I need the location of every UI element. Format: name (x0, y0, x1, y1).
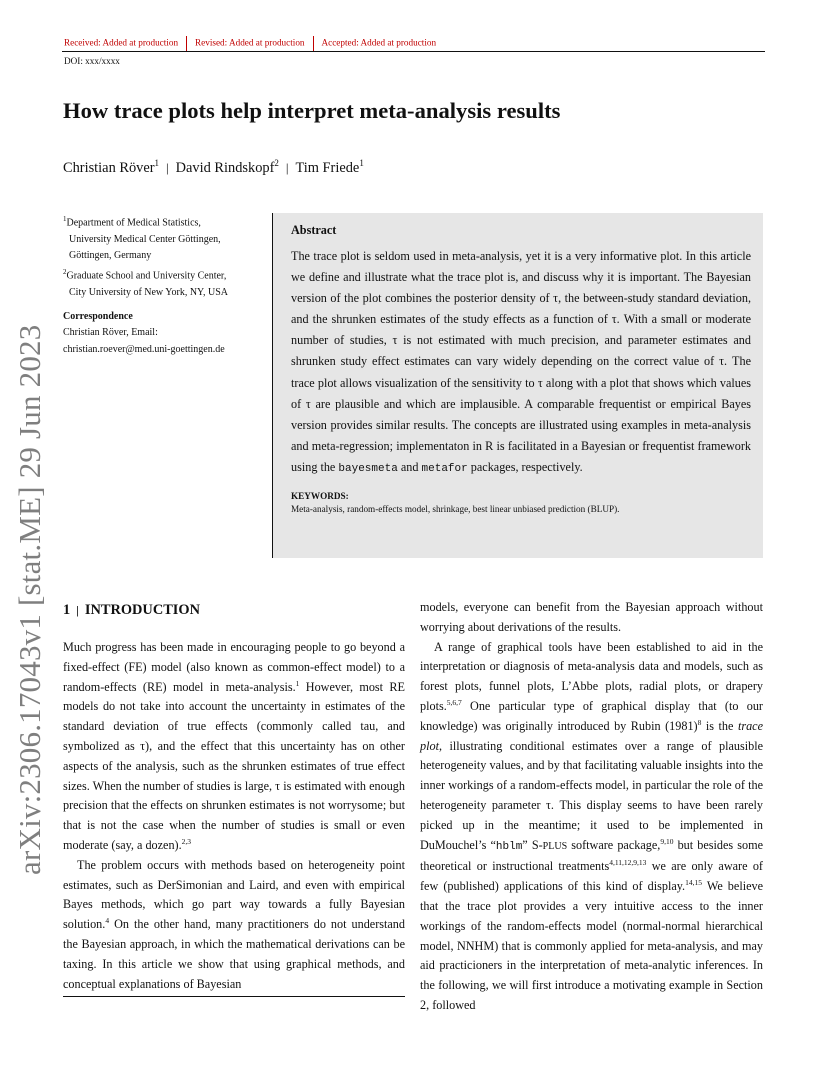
paragraph-text: , illustrating conditional estimates over a range of plausible heterogeneity values, and by that facilitating valuable insights into the inner workings of a random-effects model, in particular the role of the heterogeneity parameter τ. This display seems to have been rarely picked up in the meantime; it used to be implemented in DuMouchel’s “ (420, 738, 763, 852)
affiliations-block (63, 211, 263, 358)
paragraph (63, 856, 405, 995)
paragraph-text: we are only aware of few (published) applications of this kind of display. (420, 859, 763, 894)
accepted-label: Accepted: Added at production (321, 37, 437, 48)
paragraph-text: ” S- (522, 837, 543, 852)
section-number: 1 (63, 602, 71, 618)
small-caps-text: PLUS (542, 840, 568, 852)
paragraph-text: We believe that the trace plot provides a very intuitive access to the inner workings of the random-effects model (normal-normal hierarchical model, NNHM) that is commonly applied for meta-analysis, and may aid practicioners in the interpretation of meta-analytic inferences. In the following, we will first introduce a motivating example in Section 2, followed (420, 879, 763, 1012)
revised-label: Revised: Added at production (195, 37, 305, 48)
citation[interactable]: 5,6,7 (446, 697, 462, 707)
paper-title: How trace plots help interpret meta-analysis results (63, 98, 561, 123)
header-rule (62, 51, 765, 52)
paragraph-text: Much progress has been made in encouraging people to go beyond a fixed-effect (FE) model (also known as common-effect model) to a random-effects (RE) model in meta-analysis. (63, 640, 405, 694)
history-divider (313, 36, 314, 51)
left-column (63, 598, 405, 994)
paragraph-text: However, most RE models do not take into account the uncertainty in estimates of the standard deviation of true effects (commonly called tau, and symbolized as τ), and the effect that this uncertainty has on other aspects of the analysis, such as the shrunken estimates of true effect sizes. When the number of studies is large, τ is estimated with enough precision that the effects on shrunken estimates is not worrysome; but that is not the case when the number of studies is small or even moderate (say, a dozen). (63, 679, 405, 852)
paragraph-text: A range of graphical tools have been established to aid in the interpretation or diagnosis of meta-analysis data and models, such as forest plots, funnel plots, L’Abbe plots, radial plots, or drapery plots. (420, 639, 763, 713)
citation[interactable]: 8 (697, 717, 702, 727)
affiliation-text: City University of New York, NY, USA (69, 286, 228, 298)
history-divider (186, 36, 187, 51)
paragraph-text: One particular type of graphical display that (to our knowledge) was originally introduced by Rubin (1981) (420, 698, 763, 733)
paragraph (420, 638, 763, 1016)
abstract-heading: Abstract (291, 223, 337, 237)
paragraph (63, 638, 405, 856)
abstract-text (291, 246, 751, 480)
abstract-body: The trace plot is seldom used in meta-analysis, yet it is a very informative plot. In this article we define and illustrate what the trace plot is, and discuss why it is important. The Bayesian version of the plot combines the posterior density of τ, the between-study standard deviation, and the shrunken estimates of the study effects as a function of τ. With a small or moderate number of studies, τ is not estimated with much precision, and parameter estimates and shrunken study effect estimates can vary widely depending on the correct value of τ. The trace plot allows visualization of the sensitivity to τ along with a plot that shows which values of τ are plausible and which are implausible. A comparable frequentist or empirical Bayes version provides similar results. The concepts are illustrated using examples in meta-analysis and meta-regression; implementaton in R is facilitated in a Bayesian or frequentist framework using the (291, 249, 751, 474)
author-list (63, 158, 364, 177)
author-name: Tim Friede (295, 159, 360, 176)
affiliation-text: Department of Medical Statistics, (66, 217, 201, 229)
citation[interactable]: 9,10 (660, 836, 674, 846)
affiliation-text: University Medical Center Göttingen, (69, 233, 221, 245)
citation[interactable]: 14,15 (685, 878, 702, 888)
abstract-body: packages, respectively. (467, 459, 583, 474)
emphasis: trace plot (420, 718, 763, 753)
author-separator: | (285, 159, 289, 175)
citation[interactable]: 2,3 (181, 836, 192, 846)
paragraph-text: The problem occurs with methods based on heterogeneity point estimates, such as DerSimonian and Laird, and even with empirical Bayes methods, which go part way towards a fully Bayesian solution. (63, 857, 405, 932)
received-label: Received: Added at production (64, 37, 179, 48)
citation[interactable]: 4 (105, 916, 110, 926)
affiliation-text: Graduate School and University Center, (66, 270, 227, 282)
section-heading (63, 598, 405, 622)
doi-label: DOI: xxx/xxxx (64, 56, 120, 66)
affiliation-2 (63, 264, 263, 285)
section-title: INTRODUCTION (84, 602, 200, 618)
citation[interactable]: 1 (295, 678, 300, 688)
affiliation-number: 1 (63, 215, 67, 223)
footnote-rule (63, 996, 405, 997)
paragraph-text: is the (701, 718, 738, 733)
package-name: bayesmeta (338, 462, 398, 475)
abstract-box (272, 213, 763, 558)
abstract-body: and (397, 459, 422, 474)
citation[interactable]: 4,11,12,9,13 (609, 858, 647, 868)
author-affiliation-mark: 2 (274, 158, 279, 168)
author-name: Christian Röver (63, 159, 155, 176)
section-separator: | (76, 603, 79, 617)
paragraph-text: but besides some theoretical or instructional treatments (420, 837, 763, 874)
correspondence-name: Christian Röver, Email: (63, 327, 158, 339)
paragraph: models, everyone can benefit from the Bayesian approach without worrying about derivations of the results. (420, 600, 763, 634)
author-separator: | (166, 159, 169, 175)
arxiv-side-label: arXiv:2306.17043v1 [stat.ME] 29 Jun 2023 (12, 324, 47, 875)
affiliation-text: Göttingen, Germany (69, 249, 152, 261)
package-name: metafor (421, 462, 468, 475)
author-affiliation-mark: 1 (154, 158, 160, 168)
paragraph-text: software package, (567, 837, 661, 852)
package-name: hblm (495, 840, 523, 853)
publication-history (64, 36, 436, 51)
affiliation-1 (63, 211, 263, 232)
abstract-rule (272, 213, 273, 558)
paragraph-text: On the other hand, many practitioners do not understand the Bayesian approach, in which the mathematical derivations can be taxing. In this article we show that using graphical methods, and conceptual explanations of Bayesian (63, 917, 405, 991)
right-column (420, 598, 763, 1016)
keywords-heading: KEYWORDS: (291, 491, 349, 502)
author-affiliation-mark: 1 (359, 158, 364, 168)
correspondence-email[interactable]: christian.roever@med.uni-goettingen.de (63, 343, 225, 355)
affiliation-number: 2 (63, 268, 67, 277)
author-name: David Rindskopf (175, 159, 275, 176)
keywords-text: Meta-analysis, random-effects model, shrinkage, best linear unbiased prediction (BLUP). (291, 504, 620, 515)
correspondence-heading: Correspondence (63, 311, 133, 323)
